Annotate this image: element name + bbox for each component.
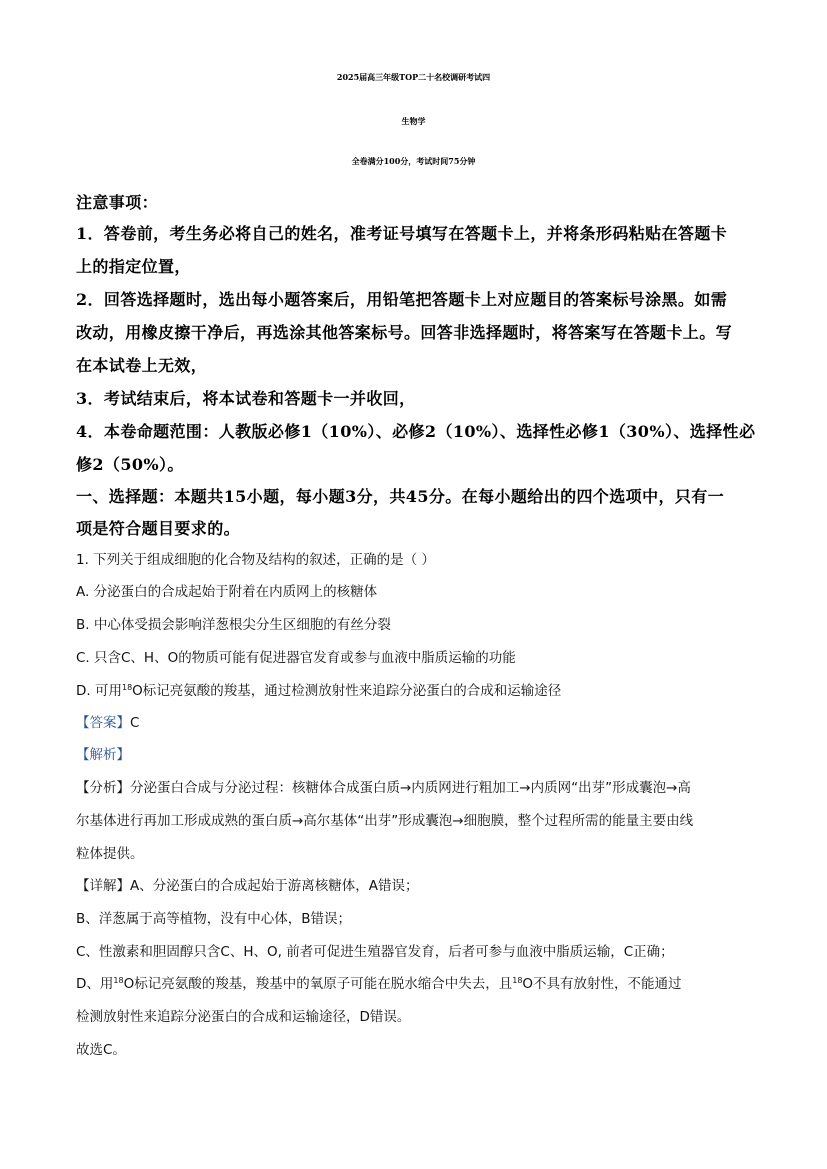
detail-tag: 【详解】 [76,878,130,894]
question-stem: 1. 下列关于组成细胞的化合物及结构的叙述，正确的是（ ） [76,552,435,568]
fenxi-tag: 【分析】 [76,780,130,796]
notes-line: 修2（50%）。 [76,455,184,474]
detail-line: D、用$^{18}$O标记亮氨酸的羧基，羧基中的氧原子可能在脱水缩合中失去，且$^{18}$O不具有放射性，不能通过 [76,976,682,992]
section-heading: 一、选择题：本题共15小题，每小题3分，共45分。在每小题给出的四个选项中，只有一 [76,487,725,506]
notes-line: 3．考试结束后，将本试卷和答题卡一并收回， [76,389,416,408]
option-a: A. 分泌蛋白的合成起始于附着在内质网上的核糖体 [76,584,378,600]
detail-line: 【详解】A、分泌蛋白的合成起始于游离核糖体，A错误； [76,878,419,894]
notes-heading: 注意事项： [76,193,159,212]
detail-line: 检测放射性来追踪分泌蛋白的合成和运输途径，D错误。 [76,1009,411,1025]
detail-line: C、性激素和胆固醇只含C、H、O, 前者可促进生殖器官发育，后者可参与血液中脂质运输，C正确； [76,944,674,960]
fenxi-line: 尔基体进行再加工形成成熟的蛋白质→高尔基体“出芽”形成囊泡→细胞膜，整个过程所需的能量主要由线 [76,813,694,829]
exam-subtitle: 全卷满分100分，考试时间75分钟 [351,156,476,166]
notes-line: 1．答卷前，考生务必将自己的姓名，准考证号填写在答题卡上，并将条形码粘贴在答题卡 [76,224,728,243]
answer-line [76,711,139,731]
option-d: D. 可用$^{18}$O标记亮氨酸的羧基，通过检测放射性来追踪分泌蛋白的合成和运输途径 [76,683,562,699]
subject-title: 生物学 [401,116,426,126]
detail-line: B、洋葱属于高等植物，没有中心体，B错误； [76,911,352,927]
notes-line: 4．本卷命题范围：人教版必修1（10%）、必修2（10%）、选择性必修1（30%）、选择性必 [76,422,756,441]
notes-line: 在本试卷上无效， [76,356,208,375]
section-heading: 项是符合题目要求的。 [76,519,241,538]
conclusion-line: 故选C。 [76,1042,126,1058]
answer-value: C [130,715,140,731]
option-c: C. 只含C、H、O的物质可能有促进器官发育或参与血液中脂质运输的功能 [76,650,516,666]
option-b: B. 中心体受损会影响洋葱根尖分生区细胞的有丝分裂 [76,617,391,633]
notes-line: 上的指定位置， [76,257,191,276]
fenxi-line: 粒体提供。 [76,846,144,862]
analysis-tag: 【解析】 [76,747,130,763]
notes-line: 改动，用橡皮擦干净后，再选涂其他答案标号。回答非选择题时，将答案写在答题卡上。写 [76,323,733,342]
notes-line: 2．回答选择题时，选出每小题答案后，用铅笔把答题卡上对应题目的答案标号涂黑。如需 [76,290,728,309]
fenxi-line: 【分析】分泌蛋白合成与分泌过程：核糖体合成蛋白质→内质网进行粗加工→内质网“出芽”形成囊泡→高 [76,780,691,796]
answer-tag: 【答案】 [76,715,130,731]
exam-title: 2025届高三年级TOP二十名校调研考试四 [336,72,491,82]
